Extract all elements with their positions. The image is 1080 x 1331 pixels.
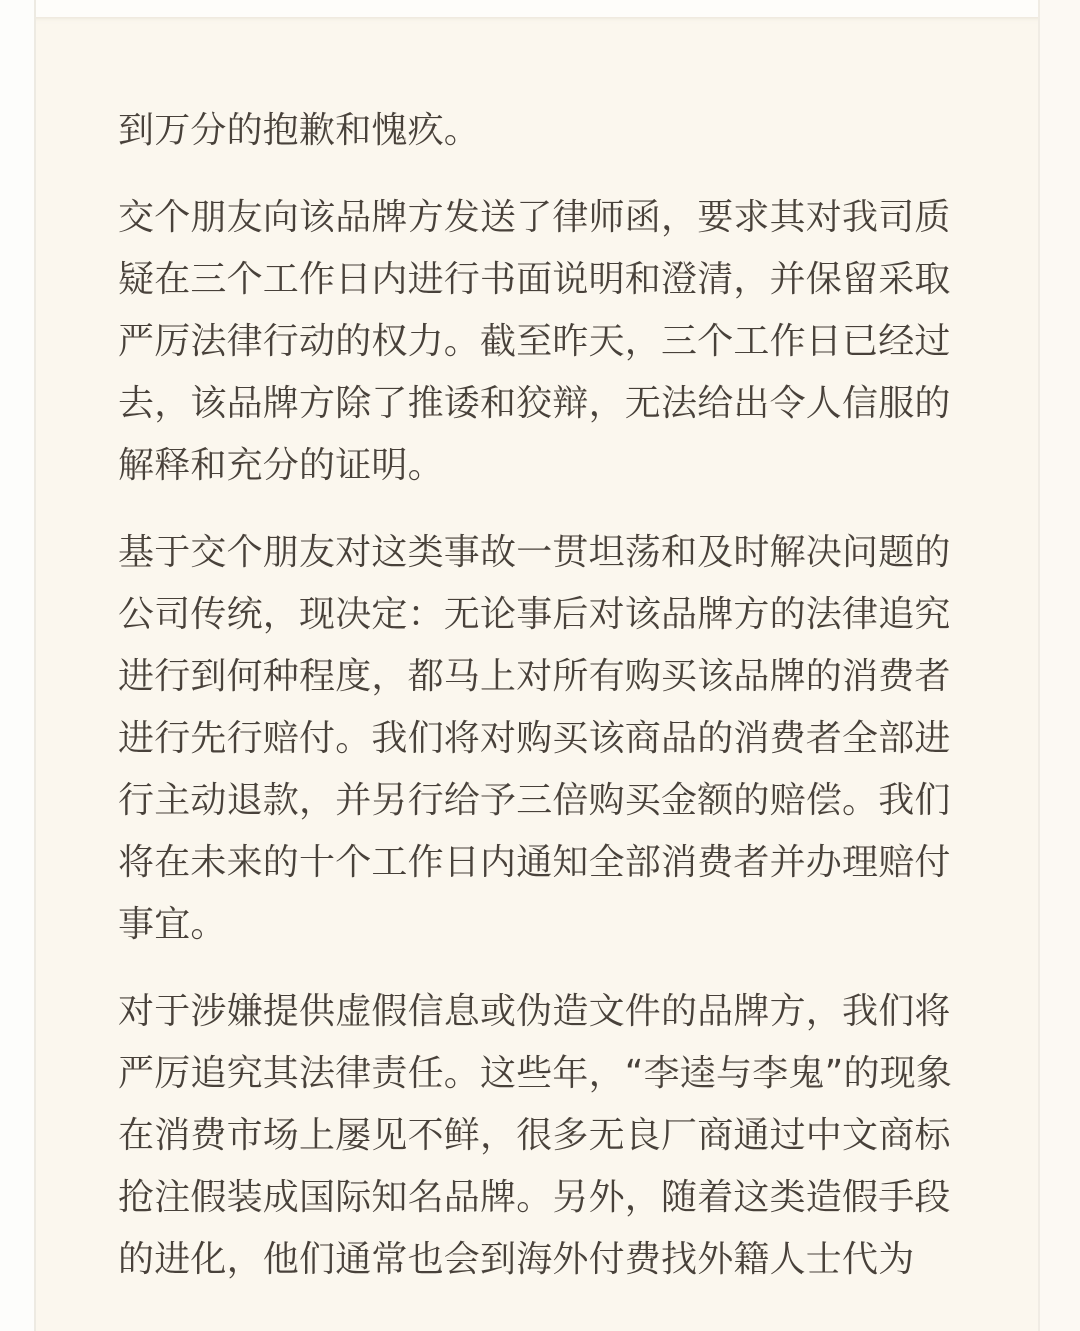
page-right-edge	[1038, 0, 1080, 1331]
page-left-edge	[0, 0, 36, 1331]
article-body	[118, 100, 962, 1291]
paragraph: 到万分的抱歉和愧疚。	[118, 110, 481, 151]
page-top-edge	[0, 0, 1080, 17]
paragraph: 基于交个朋友对这类事故一贯坦荡和及时解决问题的公司传统，现决定：无论事后对该品牌方的法律追究进行到何种程度，都马上对所有购买该品牌的消费者进行先行赔付。我们将对购买该商品的消费者全部进行主动退款，并另行给予三倍购买金额的赔偿。我们将在未来的十个工作日内通知全部消费者并办理赔付事宜。	[118, 532, 951, 945]
paragraph: 对于涉嫌提供虚假信息或伪造文件的品牌方，我们将严厉追究其法律责任。这些年，“李逵与李鬼”的现象在消费市场上屡见不鲜，很多无良厂商通过中文商标抢注假装成国际知名品牌。另外，随着这类造假手段的进化，他们通常也会到海外付费找外籍人士代为	[118, 991, 953, 1280]
paragraph: 交个朋友向该品牌方发送了律师函，要求其对我司质疑在三个工作日内进行书面说明和澄清，并保留采取严厉法律行动的权力。截至昨天，三个工作日已经过去，该品牌方除了推诿和狡辩，无法给出令人信服的解释和充分的证明。	[118, 197, 951, 486]
